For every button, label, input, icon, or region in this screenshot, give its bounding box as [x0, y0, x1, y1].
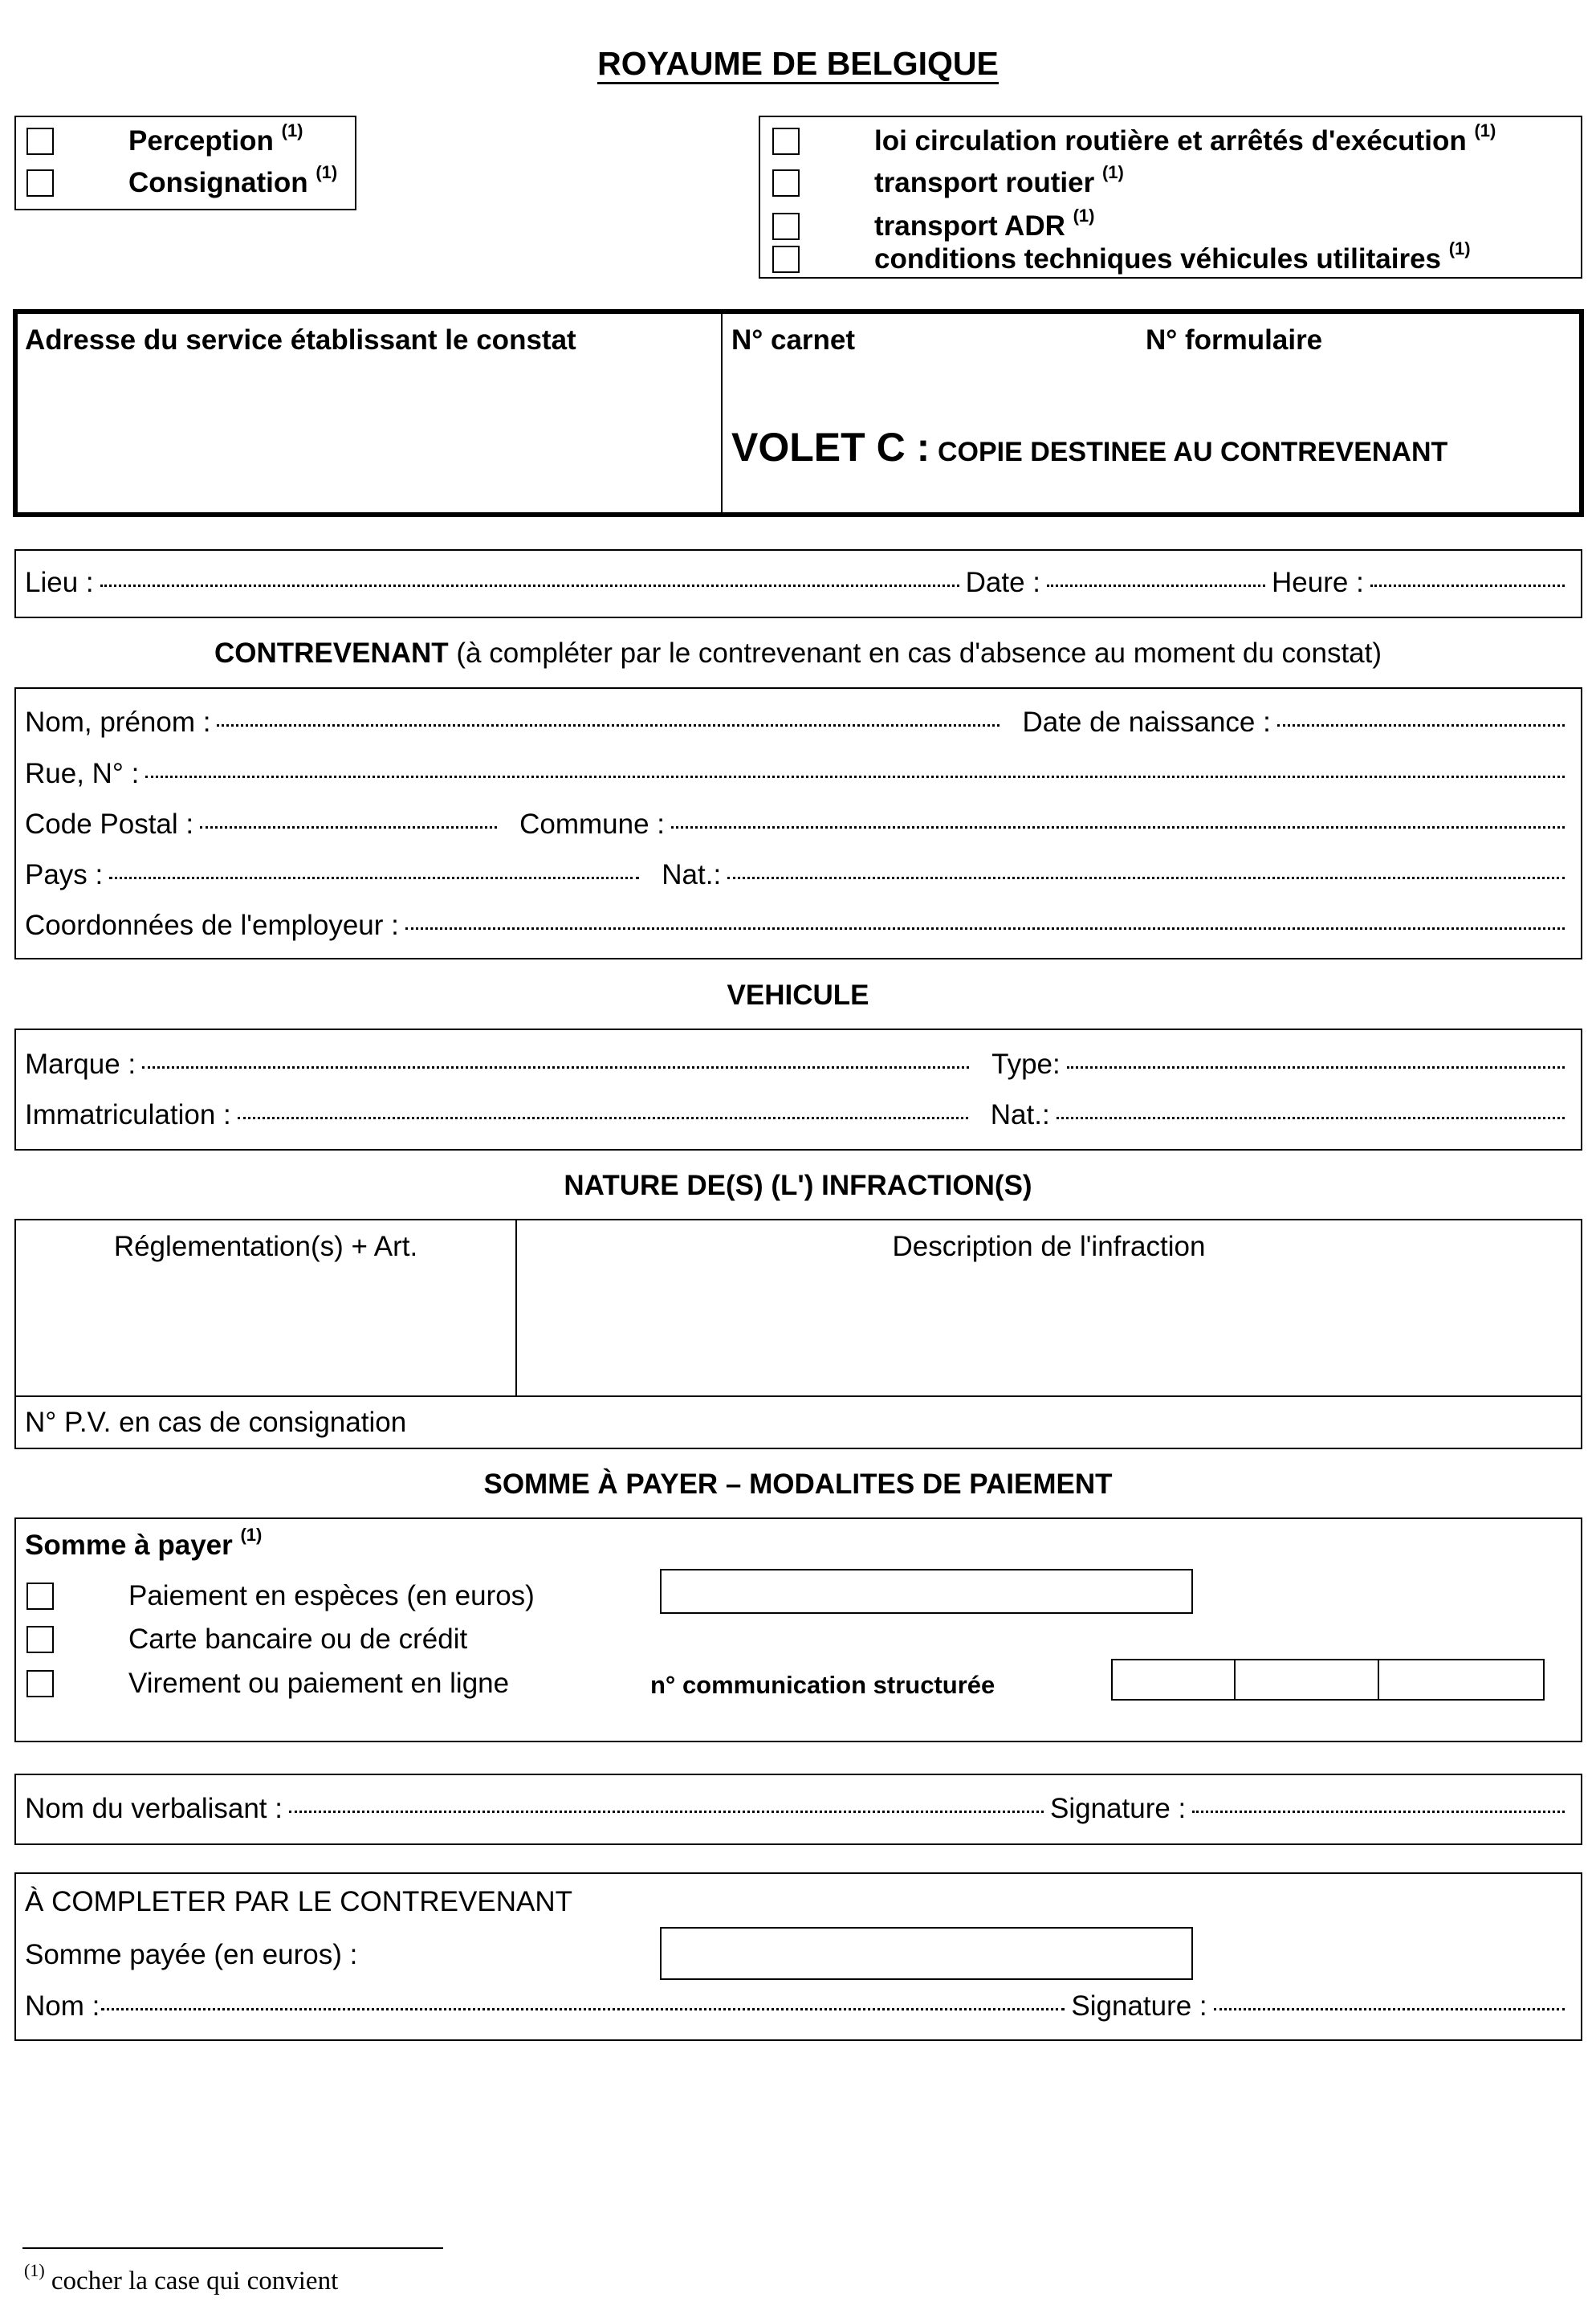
- completer-signature-label: Signature :: [1071, 1990, 1207, 2022]
- cp-row: [25, 807, 1571, 842]
- pays-field[interactable]: [109, 877, 639, 879]
- completer-nom-field[interactable]: [101, 2008, 1065, 2010]
- transport-adr-label: transport ADR $^{(1)}$: [874, 206, 1095, 242]
- commune-label: Commune :: [519, 809, 666, 840]
- marque-field[interactable]: [142, 1066, 969, 1069]
- consignation-label: Consignation $^{(1)}$: [128, 162, 338, 198]
- footnote-rule: [22, 2247, 443, 2249]
- reglementation-field[interactable]: [16, 1265, 514, 1393]
- infraction-row-divider: [16, 1395, 1581, 1397]
- employeur-label: Coordonnées de l'employeur :: [25, 910, 399, 941]
- employeur-row: [25, 908, 1571, 943]
- completer-nom-label: Nom :: [25, 1990, 100, 2022]
- transport-adr-checkbox[interactable]: [772, 213, 800, 240]
- pv-label: N° P.V. en cas de consignation: [25, 1407, 407, 1438]
- nat-label: Nat.:: [662, 859, 722, 890]
- description-header: Description de l'infraction: [892, 1231, 1206, 1262]
- communication-divider-1: [1234, 1659, 1236, 1701]
- verbalisant-label: Nom du verbalisant :: [25, 1793, 283, 1824]
- verbalisant-signature-label: Signature :: [1049, 1793, 1187, 1824]
- lieu-row: [25, 565, 1571, 601]
- employeur-field[interactable]: [405, 927, 1565, 930]
- loi-circulation-checkbox[interactable]: [772, 128, 800, 155]
- vehicule-heading: VEHICULE: [727, 980, 869, 1011]
- somme-label: Somme à payer $^{(1)}$: [25, 1525, 263, 1561]
- nom-row: [25, 705, 1571, 740]
- transport-routier-label: transport routier $^{(1)}$: [874, 162, 1124, 198]
- service-address-label: Adresse du service établissant le constat: [25, 324, 576, 356]
- type-field[interactable]: [1067, 1066, 1565, 1069]
- paiement-heading: SOMME À PAYER – MODALITES DE PAIEMENT: [483, 1469, 1113, 1500]
- communication-field[interactable]: [1111, 1659, 1545, 1701]
- communication-divider-2: [1378, 1659, 1379, 1701]
- cp-label: Code Postal :: [25, 809, 194, 840]
- vehicule-nat-field[interactable]: [1057, 1117, 1565, 1119]
- especes-checkbox[interactable]: [26, 1583, 54, 1610]
- pays-row: [25, 858, 1571, 893]
- especes-amount-field[interactable]: [660, 1569, 1193, 1614]
- description-field[interactable]: [519, 1265, 1580, 1393]
- somme-payee-label: Somme payée (en euros) :: [25, 1939, 358, 1970]
- formulaire-label: N° formulaire: [1146, 324, 1323, 356]
- footnote: $^{(1)}$ cocher la case qui convient: [24, 2260, 339, 2296]
- cp-field[interactable]: [200, 826, 497, 829]
- commune-field[interactable]: [671, 826, 1565, 829]
- completer-signature-field[interactable]: [1214, 2008, 1565, 2010]
- lieu-label: Lieu :: [25, 567, 94, 598]
- date-label: Date :: [965, 567, 1041, 598]
- infraction-heading: NATURE DE(S) (L') INFRACTION(S): [564, 1170, 1032, 1201]
- heure-field[interactable]: [1370, 585, 1565, 587]
- especes-label: Paiement en espèces (en euros): [128, 1580, 535, 1611]
- somme-payee-field[interactable]: [660, 1927, 1193, 1980]
- completer-heading: À COMPLETER PAR LE CONTREVENANT: [25, 1886, 572, 1917]
- marque-row: [25, 1047, 1571, 1082]
- rue-label: Rue, N° :: [25, 758, 140, 789]
- service-divider: [721, 312, 723, 515]
- nom-label: Nom, prénom :: [25, 707, 211, 738]
- virement-checkbox[interactable]: [26, 1670, 54, 1697]
- vehicule-nat-label: Nat.:: [990, 1099, 1050, 1130]
- reglementation-header: Réglementation(s) + Art.: [113, 1231, 418, 1262]
- immat-field[interactable]: [238, 1117, 968, 1119]
- date-field[interactable]: [1047, 585, 1265, 587]
- naissance-label: Date de naissance :: [1022, 707, 1271, 738]
- contrevenant-heading: CONTREVENANT (à compléter par le contrevenant en cas d'absence au moment du constat): [214, 638, 1382, 669]
- verbalisant-field[interactable]: [289, 1811, 1044, 1813]
- consignation-checkbox[interactable]: [26, 169, 54, 197]
- completer-nom-row: [25, 1989, 1571, 2024]
- naissance-field[interactable]: [1277, 724, 1565, 727]
- carte-label: Carte bancaire ou de crédit: [128, 1623, 468, 1655]
- verbalisant-signature-field[interactable]: [1192, 1811, 1565, 1813]
- transport-routier-checkbox[interactable]: [772, 169, 800, 197]
- immat-label: Immatriculation :: [25, 1099, 231, 1130]
- carte-checkbox[interactable]: [26, 1626, 54, 1653]
- conditions-techniques-label: conditions techniques véhicules utilitaires $^{(1)}$: [874, 238, 1471, 275]
- nom-field[interactable]: [217, 724, 1000, 727]
- lieu-field[interactable]: [100, 585, 959, 587]
- nat-field[interactable]: [727, 877, 1565, 879]
- perception-label: Perception $^{(1)}$: [128, 120, 303, 157]
- page-title: ROYAUME DE BELGIQUE: [0, 44, 1596, 83]
- perception-checkbox[interactable]: [26, 128, 54, 155]
- heure-label: Heure :: [1272, 567, 1364, 598]
- loi-circulation-label: loi circulation routière et arrêtés d'exécution $^{(1)}$: [874, 120, 1496, 157]
- type-label: Type:: [991, 1049, 1061, 1080]
- rue-field[interactable]: [145, 776, 1565, 778]
- communication-label: n° communication structurée: [650, 1671, 995, 1699]
- carnet-label: N° carnet: [731, 324, 856, 356]
- virement-label: Virement ou paiement en ligne: [128, 1668, 510, 1699]
- pays-label: Pays :: [25, 859, 104, 890]
- marque-label: Marque :: [25, 1049, 136, 1080]
- immat-row: [25, 1098, 1571, 1133]
- rue-row: [25, 756, 1571, 792]
- verbalisant-row: [25, 1791, 1571, 1827]
- conditions-techniques-checkbox[interactable]: [772, 246, 800, 273]
- volet-title: VOLET C : COPIE DESTINEE AU CONTREVENANT: [731, 425, 1448, 470]
